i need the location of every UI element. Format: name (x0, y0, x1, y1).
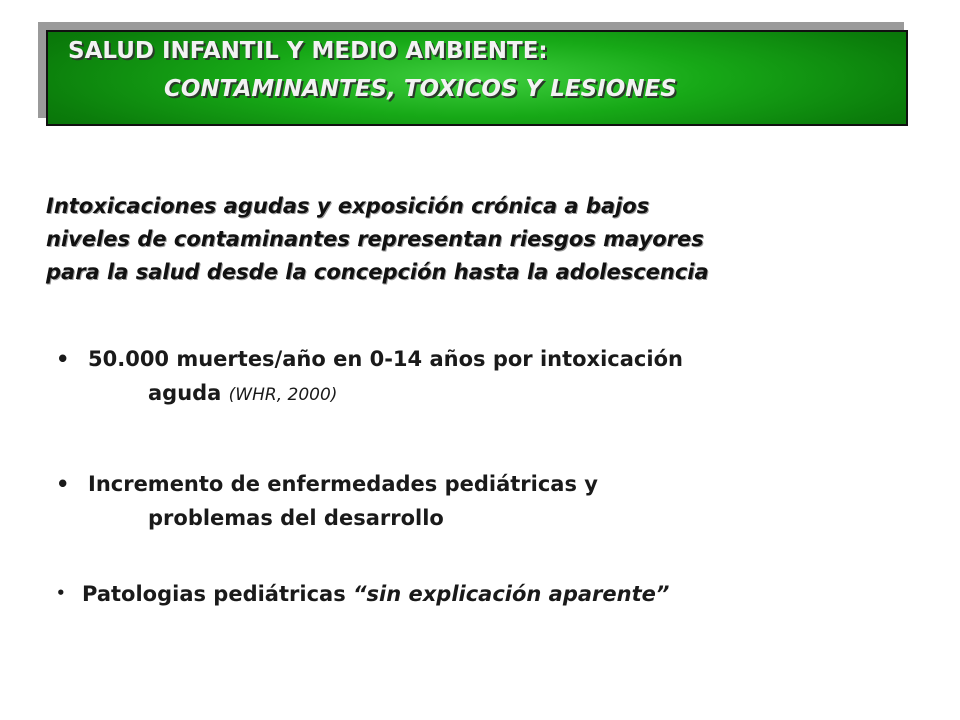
intro-line-2: niveles de contaminantes representan riesgos mayores (46, 227, 704, 251)
slide-title-line-2: CONTAMINANTES, TOXICOS Y LESIONES (164, 76, 677, 102)
intro-paragraph (46, 190, 926, 289)
bullet-item-deaths-continuation (56, 376, 683, 412)
citation: (WHR, 2000) (228, 385, 338, 405)
intro-line-1: Intoxicaciones agudas y exposición crónica a bajos (46, 194, 650, 218)
bullet-item-pathologies-quote: “sin explicación aparente” (353, 582, 670, 606)
bullet-item-pathologies (56, 578, 669, 609)
bullet-marker: • (56, 347, 70, 371)
bullet-item-diseases-line-1: Incremento de enfermedades pediátricas y (88, 472, 598, 496)
bullet-item-diseases-line-2: problemas del desarrollo (148, 506, 444, 530)
bullet-item-deaths-line-2: aguda (148, 381, 222, 405)
slide-title-line-1: SALUD INFANTIL Y MEDIO AMBIENTE: (68, 38, 548, 64)
intro-line-3: para la salud desde la concepción hasta la adolescencia (46, 260, 709, 284)
bullet-marker: • (56, 472, 70, 496)
bullet-item-pathologies-text: Patologias pediátricas (82, 582, 346, 606)
bullet-item-deaths-line-1: 50.000 muertes/año en 0-14 años por intoxicación (88, 347, 683, 371)
bullet-item-diseases (56, 467, 598, 535)
bullet-item-deaths (56, 342, 683, 412)
bullet-marker: • (56, 584, 66, 602)
slide-title-banner (46, 30, 908, 126)
